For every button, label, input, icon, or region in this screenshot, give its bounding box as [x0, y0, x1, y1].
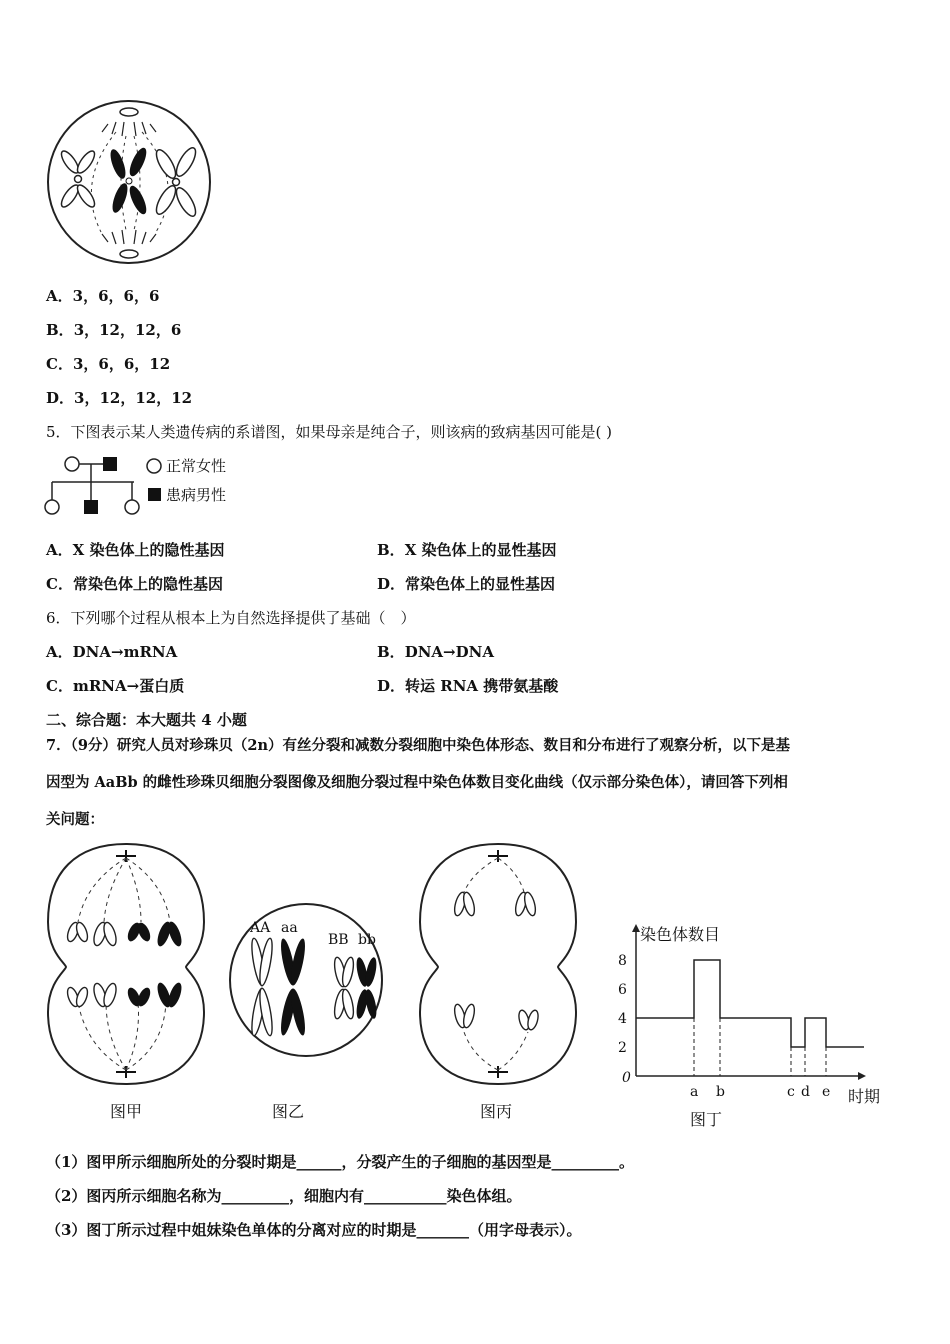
q4-option-b[interactable]: B．3，12，12，6	[46, 321, 182, 339]
legend-male-symbol	[148, 488, 161, 501]
x-tick-label-e: e	[822, 1084, 831, 1100]
pedigree-son	[84, 500, 98, 514]
q4-option-c[interactable]: C．3，6，6，12	[46, 355, 171, 373]
q5-option-c[interactable]: C．常染色体上的隐性基因	[46, 575, 223, 593]
q6-stem: 6．下列哪个过程从根本上为自然选择提供了基础（ ）	[46, 609, 416, 627]
q4-option-d[interactable]: D．3，12，12，12	[46, 389, 193, 407]
q4-option-a[interactable]: A．3，6，6，6	[46, 287, 160, 305]
x-axis-arrow	[858, 1072, 866, 1080]
section-2-title: 二、综合题：本大题共 4 小题	[46, 711, 247, 729]
q4-cell-figure	[46, 102, 216, 262]
legend-female-symbol	[147, 459, 161, 473]
q7-sub-2: （2）图丙所示细胞名称为_________，细胞内有___________染色体组。	[46, 1187, 522, 1205]
q5-option-b[interactable]: B．X 染色体上的显性基因	[377, 541, 557, 559]
figure-bing	[418, 842, 578, 1092]
figure-bing-caption: 图丙	[480, 1102, 513, 1121]
step-line	[636, 960, 864, 1047]
origin-label: 0	[622, 1070, 631, 1086]
figure-yi-caption: 图乙	[272, 1102, 305, 1121]
q6-option-a[interactable]: A．DNA→mRNA	[46, 643, 178, 661]
q6-option-c[interactable]: C．mRNA→蛋白质	[46, 677, 185, 695]
q7-stem-line-1: 7．（9分）研究人员对珍珠贝（2n）有丝分裂和减数分裂细胞中染色体形态、数目和分布进行了观察分析，以下是基	[46, 737, 791, 754]
q5-pedigree	[44, 452, 264, 518]
y-axis-label: 染色体数目	[640, 925, 721, 944]
q5-stem: 5．下图表示某人类遗传病的系谱图，如果母亲是纯合子，则该病的致病基因可能是( )	[46, 423, 613, 441]
x-tick-label-d: d	[801, 1084, 810, 1100]
figure-jia-caption: 图甲	[110, 1102, 143, 1121]
y-axis-arrow	[632, 924, 640, 932]
figure-jia	[46, 842, 206, 1092]
pedigree-daughter-1	[45, 500, 59, 514]
pedigree-father	[103, 457, 117, 471]
q6-option-d[interactable]: D．转运 RNA 携带氨基酸	[377, 677, 559, 695]
q5-option-a[interactable]: A．X 染色体上的隐性基因	[46, 541, 225, 559]
x-tick-label-b: b	[716, 1084, 725, 1100]
q6-option-b[interactable]: B．DNA→DNA	[377, 643, 494, 661]
figure-ding-chart	[600, 920, 890, 1106]
q7-sub-1: （1）图甲所示细胞所处的分裂时期是______，分裂产生的子细胞的基因型是_________。	[46, 1153, 634, 1171]
legend-male-label: 患病男性	[166, 486, 227, 504]
pedigree-daughter-2	[125, 500, 139, 514]
y-tick-label-2: 2	[618, 1040, 627, 1056]
q5-option-d[interactable]: D．常染色体上的显性基因	[377, 575, 556, 593]
figure-yi	[226, 900, 386, 1060]
figure-ding-caption: 图丁	[690, 1110, 723, 1129]
y-tick-label-6: 6	[618, 982, 627, 998]
q7-sub-3: （3）图丁所示过程中姐妹染色单体的分离对应的时期是_______（用字母表示）。	[46, 1221, 582, 1239]
x-axis-label: 时期	[848, 1087, 881, 1106]
gene-label-AA: AA	[250, 920, 271, 936]
pedigree-mother	[65, 457, 79, 471]
x-tick-label-a: a	[690, 1084, 699, 1100]
x-tick-label-c: c	[787, 1084, 795, 1100]
gene-label-bb: bb	[358, 932, 376, 948]
q7-stem-line-2: 因型为 AaBb 的雌性珍珠贝细胞分裂图像及细胞分裂过程中染色体数目变化曲线（仅示部分染色体），请回答下列相	[46, 774, 788, 791]
legend-female-label: 正常女性	[166, 457, 227, 475]
y-tick-label-4: 4	[618, 1011, 627, 1027]
y-tick-label-8: 8	[618, 953, 627, 969]
gene-label-BB: BB	[328, 932, 349, 948]
gene-label-aa: aa	[281, 920, 298, 936]
q7-stem-line-3: 关问题：	[46, 811, 104, 828]
